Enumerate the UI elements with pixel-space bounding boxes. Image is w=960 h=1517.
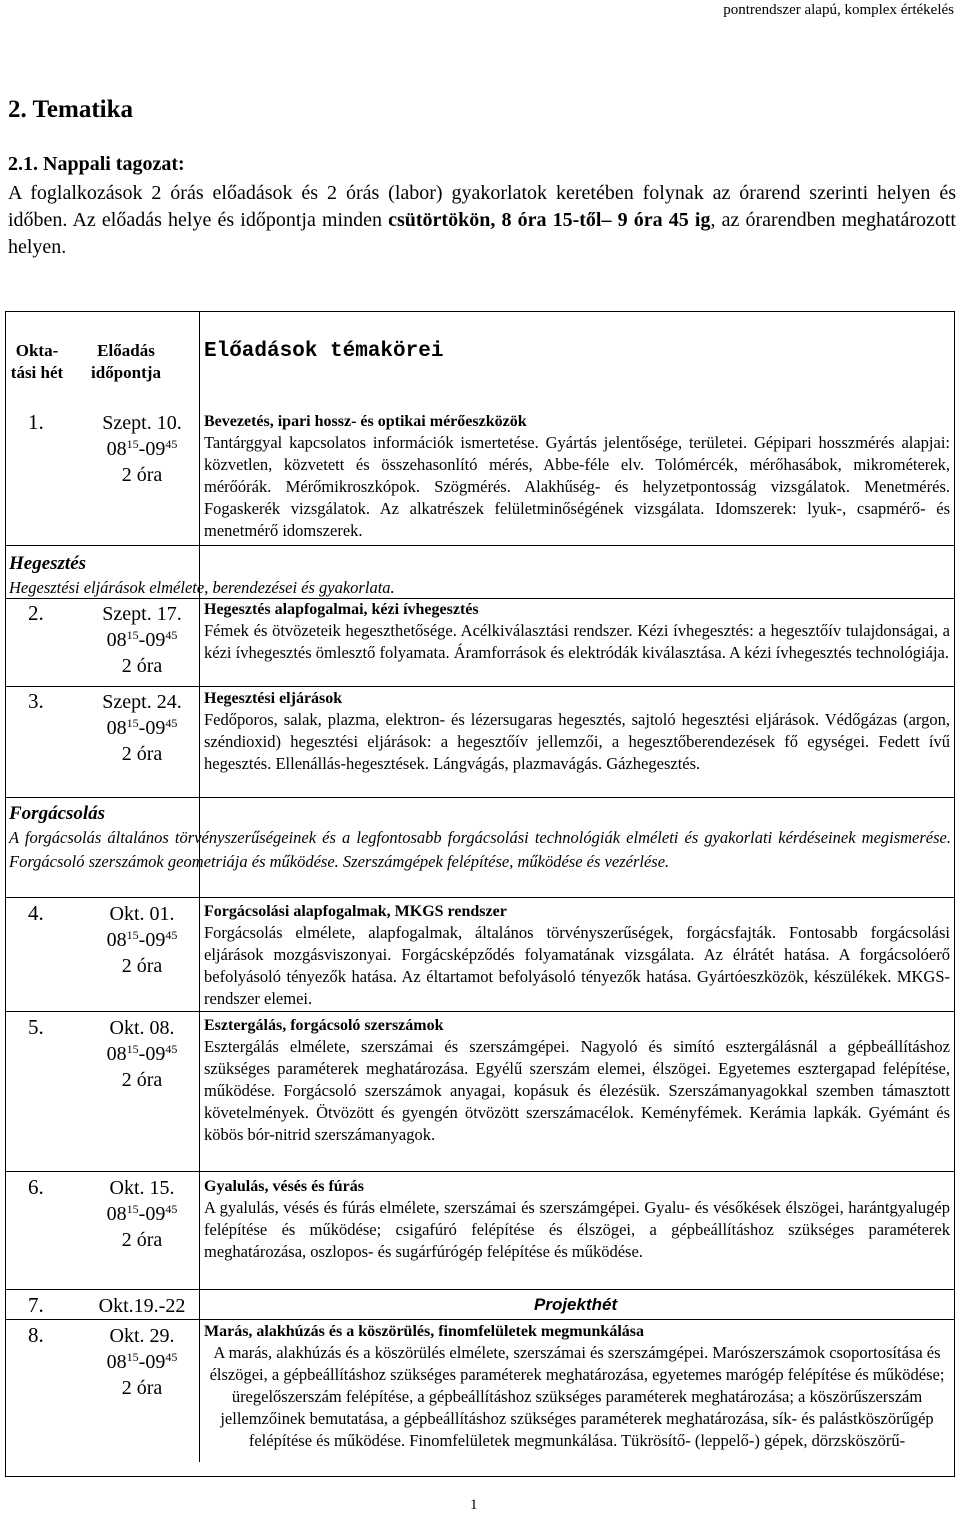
lecture-desc bbox=[204, 689, 950, 775]
schedule-table bbox=[5, 311, 955, 1477]
section-welding bbox=[9, 552, 951, 600]
section-desc: A forgácsolás általános törvényszerűségeinek és a legfontosabb forgácsolási technológiák elméleti és gyakorlati kérdéseinek megismerése. Forgácsoló szerszámok geometriája és működése. Szerszámgépek felépítése, működése és vezérlése. bbox=[9, 828, 951, 871]
lecture-title: Esztergálás, forgácsoló szerszámok bbox=[204, 1017, 444, 1034]
lecture-title: Hegesztési eljárások bbox=[204, 690, 343, 707]
lecture-title: Forgácsolási alapfogalmak, MKGS rendszer bbox=[204, 903, 507, 920]
page-number: 1 bbox=[470, 1497, 478, 1513]
lecture-body: Fémek és ötvözeteik hegeszthetősége. Acélkiválasztási rendszer. Kézi ívhegesztés: a hegesztőív tulajdonságai, a kézi ívhegesztés ömlesztő folyamata. Áramforrások és elektródák kiválasztása. A kézi ívhegesztés technológiája. bbox=[204, 621, 950, 662]
project-week-label: Projekthét bbox=[534, 1295, 618, 1314]
lecture-desc bbox=[204, 600, 950, 664]
lecture-date: Okt.19.-22 bbox=[98, 1295, 186, 1317]
lecture-body: A marás, alakhúzás és a köszörülés elmélete, szerszámai és szerszámgépei. Marószerszámok csoportosítása és élszögei, a gépbeállításhoz szükséges paraméterek meghatározása, egyetemes marógép felépítése és működése; üregelőszerszám felépítése, a gépbeállításhoz szükséges paraméterek meghatározása; a köszörűszerszám jellemzőinek bemutatása, a gépbeállításhoz szükséges paraméterek meghatározása, sík- és palástköszörűgép felépítése és működése. Finomfelületek megmunkálása. Tükrösítő- (leppelő-) gépek, dörzsköszörű- bbox=[209, 1343, 945, 1450]
lecture-title: Bevezetés, ipari hossz- és optikai mérőeszközök bbox=[204, 413, 527, 430]
header-date: Előadás időpontja bbox=[91, 341, 161, 382]
lecture-body: A gyalulás, vésés és fúrás elmélete, szerszámai és szerszámgépei. Gyalu- és vésőkések élszögei, harántgyalugép felépítése és működése; csigafúró felépítése és élszögei, a gépbeállításhoz szükséges paraméterek meghatározása, oszlopos- és sugárfúrógép felépítése és működése. bbox=[204, 1198, 950, 1261]
lecture-date: Szept. 24. $08^{15}-09^{45}$ 2 óra bbox=[102, 691, 182, 765]
section-title: Hegesztés bbox=[9, 553, 87, 574]
section-machining bbox=[9, 802, 951, 874]
lecture-date: Okt. 29. $08^{15}-09^{45}$ 2 óra bbox=[106, 1325, 178, 1399]
lecture-body: Esztergálás elmélete, szerszámai és szerszámgépei. Nagyoló és simító esztergálásnál a gépbeállításhoz szükséges paraméterek meghatározása. Egyélű szerszám elemei, élszögei. Egyetemes esztergapad felépítése, működése. Forgácsoló szerszámok anyagai, kopásuk és élezésük. Szerszámanyagokkal szemben támasztott követelmények. Ötvözött és gyengén ötvözött szerszámacélok. Keményfémek. Kerámia lapkák. Gyémánt és köbös bór-nitrid szerszámanyagok. bbox=[204, 1037, 950, 1144]
lecture-desc bbox=[204, 902, 950, 1010]
section-heading: 2. Tematika bbox=[8, 96, 134, 123]
lecture-title: Hegesztés alapfogalmai, kézi ívhegesztés bbox=[204, 601, 479, 618]
week-number: 6. bbox=[28, 1175, 44, 1199]
lecture-desc bbox=[204, 1016, 950, 1146]
lecture-desc bbox=[204, 412, 950, 542]
week-number: 5. bbox=[28, 1015, 44, 1039]
lecture-body: Forgácsolás elmélete, alapfogalmak, általános törvényszerűségek, forgácsfajták. Fontosabb forgácsolási eljárások mozgásviszonyai. Forgácsképződés folyamatának vizsgálata. Az élrátét hatása. A forgácsolóerő befolyásoló tényezők hatása. Az éltartamot befolyásoló tényezők hatása. Gyártóeszközök, készülékek. MKGS-rendszer elemei. bbox=[204, 923, 950, 1008]
week-number: 7. bbox=[28, 1293, 44, 1317]
week-number: 2. bbox=[28, 601, 44, 625]
section-desc: Hegesztési eljárások elmélete, berendezései és gyakorlata. bbox=[9, 578, 395, 597]
section-title: Forgácsolás bbox=[9, 803, 106, 824]
week-number: 1. bbox=[28, 410, 44, 434]
subsection-heading: 2.1. Nappali tagozat: bbox=[8, 153, 185, 175]
lecture-desc bbox=[204, 1177, 950, 1263]
header-topics: Előadások témakörei bbox=[204, 340, 444, 363]
lecture-date: Okt. 01. $08^{15}-09^{45}$ 2 óra bbox=[106, 903, 178, 977]
intro-paragraph: A foglalkozások 2 órás előadások és 2 órás (labor) gyakorlatok keretében folynak az órarend szerinti helyen és időben. Az előadás helye és időpontja minden csütörtökön, 8 óra 15-től– 9 óra 45 ig, az órarendben meghatározott helyen. bbox=[8, 182, 956, 258]
lecture-desc bbox=[204, 1322, 950, 1452]
lecture-body: Tantárggyal kapcsolatos információk ismertetése. Gyártás jelentősége, területei. Gépipari hosszmérés alapjai: közvetlen, közvetett és összehasonlító mérés, Abbe-féle elv. Tolómércék, mérőhasábok, mikrométerek, mérőórák. Mérőmikroszkópok. Szögmérés. Alakhűség- és helyzetpontosság vizsgálatok. Menetmérés. Fogaskerék vizsgálatok. Az alkatrészek felületminőségének vizsgálata. Idomszerek: lyuk-, csapmérő- és menetmérő idomszerek. bbox=[204, 433, 950, 540]
lecture-date: Szept. 10. $08^{15}-09^{45}$ 2 óra bbox=[102, 412, 182, 486]
header-note: pontrendszer alapú, komplex értékelés bbox=[723, 2, 954, 18]
lecture-title: Gyalulás, vésés és fúrás bbox=[204, 1178, 364, 1195]
lecture-date: Szept. 17. $08^{15}-09^{45}$ 2 óra bbox=[102, 603, 182, 677]
week-number: 4. bbox=[28, 901, 44, 925]
lecture-body: Fedőporos, salak, plazma, elektron- és lézersugaras hegesztés, sajtoló hegesztési eljárások. Védőgázas (argon, széndioxid) hegesztési eljárások: a hegesztőív jellemzői, a hegesztőberendezések fő egységei. Fedett ívű hegesztés. Ellenállás-hegesztések. Lángvágás, plazmavágás. Gázhegesztés. bbox=[204, 710, 950, 773]
lecture-date: Okt. 08. $08^{15}-09^{45}$ 2 óra bbox=[106, 1017, 178, 1091]
week-number: 3. bbox=[28, 689, 44, 713]
lecture-title: Marás, alakhúzás és a köszörülés, finomfelületek megmunkálása bbox=[204, 1323, 644, 1340]
header-week: Okta-tási hét bbox=[10, 341, 64, 382]
week-number: 8. bbox=[28, 1323, 44, 1347]
lecture-date: Okt. 15. $08^{15}-09^{45}$ 2 óra bbox=[106, 1177, 178, 1251]
